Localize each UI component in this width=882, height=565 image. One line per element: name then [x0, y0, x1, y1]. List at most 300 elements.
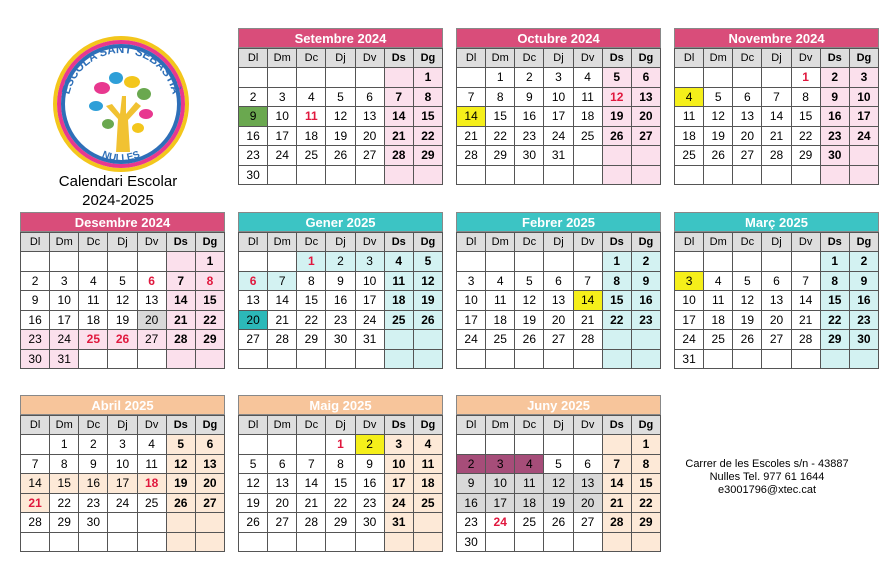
- empty-cell: [413, 165, 442, 185]
- month-title: Juny 2025: [456, 395, 661, 415]
- weekday-header-row: [21, 416, 225, 435]
- day-cell: 23: [79, 493, 108, 513]
- day-cell: 9: [79, 454, 108, 474]
- week-row: [675, 310, 879, 330]
- month-calendar: [456, 395, 661, 552]
- week-row: [239, 454, 443, 474]
- day-cell: 21: [457, 126, 486, 146]
- week-row: [457, 310, 661, 330]
- empty-cell: [544, 165, 573, 185]
- weekday-header: Dj: [544, 233, 573, 252]
- day-cell: 14: [297, 474, 326, 494]
- day-cell: 27: [239, 330, 268, 350]
- weekday-header-row: [457, 416, 661, 435]
- day-cell: 25: [384, 310, 413, 330]
- empty-cell: [413, 349, 442, 369]
- day-cell: 15: [486, 107, 515, 127]
- weekday-header: Dm: [704, 49, 733, 68]
- week-row: [675, 87, 879, 107]
- weekday-header: Dc: [515, 416, 544, 435]
- weekday-header: Ds: [166, 233, 195, 252]
- day-cell: 26: [108, 330, 137, 350]
- empty-cell: [108, 513, 137, 533]
- empty-cell: [21, 252, 50, 272]
- day-cell: 27: [268, 513, 297, 533]
- empty-cell: [457, 68, 486, 88]
- day-cell: 9: [326, 271, 355, 291]
- day-cell: 31: [384, 513, 413, 533]
- day-cell: 7: [268, 271, 297, 291]
- empty-cell: [791, 165, 820, 185]
- week-row: [239, 435, 443, 455]
- week-row: [675, 271, 879, 291]
- day-cell: 18: [486, 310, 515, 330]
- day-cell: 23: [631, 310, 660, 330]
- day-cell: 15: [631, 474, 660, 494]
- day-cell: 10: [268, 107, 297, 127]
- week-row: [21, 271, 225, 291]
- day-cell: 13: [195, 454, 224, 474]
- day-cell: 1: [326, 435, 355, 455]
- empty-cell: [573, 435, 602, 455]
- month-grid: [674, 48, 879, 185]
- weekday-header: Ds: [384, 233, 413, 252]
- week-row: [457, 474, 661, 494]
- day-cell: 10: [486, 474, 515, 494]
- empty-cell: [239, 252, 268, 272]
- weekday-header: Dg: [631, 416, 660, 435]
- month-grid: [20, 232, 225, 369]
- day-cell: 7: [762, 87, 791, 107]
- day-cell: 20: [631, 107, 660, 127]
- weekday-header: Dj: [326, 49, 355, 68]
- empty-cell: [413, 532, 442, 552]
- weekday-header: Dv: [573, 233, 602, 252]
- weekday-header: Dv: [573, 416, 602, 435]
- week-row: [239, 87, 443, 107]
- day-cell: 8: [326, 454, 355, 474]
- day-cell: 28: [21, 513, 50, 533]
- empty-cell: [486, 252, 515, 272]
- day-cell: 19: [239, 493, 268, 513]
- empty-cell: [762, 252, 791, 272]
- empty-cell: [79, 252, 108, 272]
- weekday-header: Dl: [239, 49, 268, 68]
- week-row: [457, 532, 661, 552]
- empty-cell: [849, 146, 878, 166]
- day-cell: 28: [268, 330, 297, 350]
- weekday-header: Ds: [820, 233, 849, 252]
- empty-cell: [137, 252, 166, 272]
- weekday-header: Dg: [195, 233, 224, 252]
- day-cell: 15: [820, 291, 849, 311]
- day-cell: 18: [79, 310, 108, 330]
- day-cell: 7: [457, 87, 486, 107]
- empty-cell: [137, 532, 166, 552]
- week-row: [675, 146, 879, 166]
- day-cell: 6: [733, 87, 762, 107]
- week-row: [675, 165, 879, 185]
- day-cell: 9: [21, 291, 50, 311]
- day-cell: 11: [297, 107, 326, 127]
- month-title: Novembre 2024: [674, 28, 879, 48]
- day-cell: 7: [384, 87, 413, 107]
- day-cell: 29: [50, 513, 79, 533]
- calendar-year-text: 2024-2025: [82, 192, 154, 209]
- empty-cell: [515, 349, 544, 369]
- day-cell: 20: [268, 493, 297, 513]
- week-row: [675, 252, 879, 272]
- day-cell: 12: [602, 87, 631, 107]
- day-cell: 2: [79, 435, 108, 455]
- day-cell: 8: [486, 87, 515, 107]
- day-cell: 21: [297, 493, 326, 513]
- weekday-header: Dg: [413, 49, 442, 68]
- weekday-header: Ds: [384, 49, 413, 68]
- day-cell: 7: [166, 271, 195, 291]
- day-cell: 29: [195, 330, 224, 350]
- day-cell: 5: [704, 87, 733, 107]
- empty-cell: [384, 349, 413, 369]
- day-cell: 2: [820, 68, 849, 88]
- day-cell: 2: [21, 271, 50, 291]
- empty-cell: [573, 252, 602, 272]
- week-row: [457, 435, 661, 455]
- weekday-header: Dv: [355, 233, 384, 252]
- weekday-header: Dl: [675, 233, 704, 252]
- day-cell: 10: [457, 291, 486, 311]
- weekday-header: Dl: [21, 233, 50, 252]
- day-cell: 26: [326, 146, 355, 166]
- week-row: [239, 271, 443, 291]
- weekday-header: Dl: [21, 416, 50, 435]
- day-cell: 14: [762, 107, 791, 127]
- day-cell: 16: [820, 107, 849, 127]
- day-cell: 6: [573, 454, 602, 474]
- day-cell: 9: [239, 107, 268, 127]
- day-cell: 6: [631, 68, 660, 88]
- empty-cell: [108, 252, 137, 272]
- week-row: [457, 513, 661, 533]
- day-cell: 14: [166, 291, 195, 311]
- weekday-header: Dm: [50, 416, 79, 435]
- day-cell: 12: [239, 474, 268, 494]
- weekday-header: Dc: [297, 416, 326, 435]
- day-cell: 3: [486, 454, 515, 474]
- empty-cell: [791, 349, 820, 369]
- empty-cell: [268, 532, 297, 552]
- weekday-header: Dc: [79, 416, 108, 435]
- week-row: [675, 68, 879, 88]
- day-cell: 30: [355, 513, 384, 533]
- empty-cell: [21, 435, 50, 455]
- day-cell: 4: [515, 454, 544, 474]
- empty-cell: [195, 349, 224, 369]
- day-cell: 18: [297, 126, 326, 146]
- day-cell: 31: [355, 330, 384, 350]
- empty-cell: [195, 532, 224, 552]
- day-cell: 11: [137, 454, 166, 474]
- week-row: [457, 493, 661, 513]
- weekday-header: Dj: [762, 49, 791, 68]
- empty-cell: [457, 435, 486, 455]
- day-cell: 6: [239, 271, 268, 291]
- day-cell: 21: [384, 126, 413, 146]
- weekday-header: Dg: [631, 233, 660, 252]
- empty-cell: [268, 68, 297, 88]
- empty-cell: [268, 435, 297, 455]
- day-cell: 21: [166, 310, 195, 330]
- logo-text-top: ESCOLA SANT SEBASTIÀ: [60, 43, 182, 96]
- empty-cell: [602, 349, 631, 369]
- weekday-header: Dm: [704, 233, 733, 252]
- day-cell: 15: [791, 107, 820, 127]
- empty-cell: [733, 252, 762, 272]
- weekday-header: Dv: [137, 233, 166, 252]
- day-cell: 24: [355, 310, 384, 330]
- week-row: [239, 126, 443, 146]
- empty-cell: [602, 435, 631, 455]
- day-cell: 3: [268, 87, 297, 107]
- week-row: [239, 165, 443, 185]
- empty-cell: [762, 349, 791, 369]
- day-cell: 15: [326, 474, 355, 494]
- week-row: [21, 330, 225, 350]
- day-cell: 10: [544, 87, 573, 107]
- month-title: Desembre 2024: [20, 212, 225, 232]
- day-cell: 10: [384, 454, 413, 474]
- weekday-header: Dc: [733, 49, 762, 68]
- empty-cell: [326, 349, 355, 369]
- weekday-header: Dj: [108, 416, 137, 435]
- empty-cell: [297, 165, 326, 185]
- day-cell: 13: [631, 87, 660, 107]
- week-row: [239, 310, 443, 330]
- weekday-header: Dg: [413, 416, 442, 435]
- empty-cell: [297, 349, 326, 369]
- day-cell: 11: [79, 291, 108, 311]
- day-cell: 11: [384, 271, 413, 291]
- day-cell: 24: [457, 330, 486, 350]
- empty-cell: [820, 165, 849, 185]
- month-calendar: [456, 28, 661, 185]
- week-row: [239, 513, 443, 533]
- day-cell: 20: [137, 310, 166, 330]
- day-cell: 12: [166, 454, 195, 474]
- month-grid: [456, 232, 661, 369]
- day-cell: 1: [486, 68, 515, 88]
- day-cell: 7: [573, 271, 602, 291]
- day-cell: 13: [544, 291, 573, 311]
- empty-cell: [384, 165, 413, 185]
- empty-cell: [733, 349, 762, 369]
- weekday-header: Dl: [457, 416, 486, 435]
- day-cell: 3: [457, 271, 486, 291]
- empty-cell: [413, 330, 442, 350]
- empty-cell: [515, 252, 544, 272]
- weekday-header: Dl: [457, 233, 486, 252]
- empty-cell: [21, 532, 50, 552]
- empty-cell: [762, 165, 791, 185]
- day-cell: 11: [413, 454, 442, 474]
- empty-cell: [544, 349, 573, 369]
- day-cell: 26: [733, 330, 762, 350]
- day-cell: 8: [297, 271, 326, 291]
- day-cell: 19: [602, 107, 631, 127]
- day-cell: 1: [50, 435, 79, 455]
- day-cell: 13: [137, 291, 166, 311]
- day-cell: 30: [21, 349, 50, 369]
- weekday-header: Dl: [239, 233, 268, 252]
- day-cell: 3: [544, 68, 573, 88]
- empty-cell: [486, 165, 515, 185]
- empty-cell: [297, 532, 326, 552]
- day-cell: 10: [675, 291, 704, 311]
- week-row: [457, 349, 661, 369]
- week-row: [21, 493, 225, 513]
- week-row: [457, 126, 661, 146]
- empty-cell: [486, 532, 515, 552]
- day-cell: 5: [544, 454, 573, 474]
- month-calendar: [456, 212, 661, 369]
- empty-cell: [355, 532, 384, 552]
- day-cell: 24: [486, 513, 515, 533]
- day-cell: 21: [268, 310, 297, 330]
- day-cell: 13: [355, 107, 384, 127]
- day-cell: 12: [704, 107, 733, 127]
- day-cell: 17: [486, 493, 515, 513]
- week-row: [21, 349, 225, 369]
- week-row: [457, 252, 661, 272]
- day-cell: 27: [137, 330, 166, 350]
- day-cell: 16: [631, 291, 660, 311]
- day-cell: 1: [195, 252, 224, 272]
- day-cell: 19: [544, 493, 573, 513]
- empty-cell: [515, 435, 544, 455]
- day-cell: 1: [602, 252, 631, 272]
- day-cell: 3: [108, 435, 137, 455]
- day-cell: 16: [355, 474, 384, 494]
- day-cell: 9: [457, 474, 486, 494]
- day-cell: 26: [704, 146, 733, 166]
- week-row: [21, 291, 225, 311]
- weekday-header: Dm: [268, 416, 297, 435]
- weekday-header: Dj: [326, 416, 355, 435]
- day-cell: 23: [849, 310, 878, 330]
- day-cell: 3: [384, 435, 413, 455]
- week-row: [239, 146, 443, 166]
- day-cell: 13: [239, 291, 268, 311]
- weekday-header: Dl: [675, 49, 704, 68]
- week-row: [457, 146, 661, 166]
- day-cell: 10: [50, 291, 79, 311]
- day-cell: 28: [384, 146, 413, 166]
- weekday-header: Dv: [137, 416, 166, 435]
- day-cell: 24: [50, 330, 79, 350]
- empty-cell: [239, 435, 268, 455]
- weekday-header: Ds: [602, 49, 631, 68]
- day-cell: 29: [297, 330, 326, 350]
- day-cell: 17: [544, 107, 573, 127]
- day-cell: 11: [675, 107, 704, 127]
- day-cell: 1: [297, 252, 326, 272]
- day-cell: 19: [108, 310, 137, 330]
- day-cell: 5: [239, 454, 268, 474]
- weekday-header: Dm: [50, 233, 79, 252]
- empty-cell: [50, 252, 79, 272]
- weekday-header: Dc: [733, 233, 762, 252]
- day-cell: 12: [733, 291, 762, 311]
- empty-cell: [297, 68, 326, 88]
- weekday-header-row: [239, 233, 443, 252]
- calendar-title-text: Calendari Escolar: [58, 173, 178, 190]
- day-cell: 2: [326, 252, 355, 272]
- day-cell: 10: [108, 454, 137, 474]
- weekday-header: Dj: [544, 416, 573, 435]
- day-cell: 23: [457, 513, 486, 533]
- week-row: [239, 252, 443, 272]
- empty-cell: [631, 349, 660, 369]
- address-line-1: Carrer de les Escoles s/n - 43887: [685, 458, 849, 470]
- weekday-header: Dc: [297, 233, 326, 252]
- empty-cell: [457, 252, 486, 272]
- day-cell: 11: [573, 87, 602, 107]
- day-cell: 25: [413, 493, 442, 513]
- day-cell: 24: [849, 126, 878, 146]
- week-row: [675, 107, 879, 127]
- day-cell: 29: [413, 146, 442, 166]
- day-cell: 7: [297, 454, 326, 474]
- day-cell: 14: [791, 291, 820, 311]
- day-cell: 3: [355, 252, 384, 272]
- day-cell: 17: [849, 107, 878, 127]
- month-title: Octubre 2024: [456, 28, 661, 48]
- weekday-header: Dl: [239, 416, 268, 435]
- weekday-header: Ds: [384, 416, 413, 435]
- day-cell: 18: [384, 291, 413, 311]
- weekday-header: Dv: [791, 49, 820, 68]
- weekday-header: Dc: [515, 49, 544, 68]
- day-cell: 16: [457, 493, 486, 513]
- day-cell: 15: [195, 291, 224, 311]
- day-cell: 20: [573, 493, 602, 513]
- empty-cell: [704, 349, 733, 369]
- day-cell: 20: [544, 310, 573, 330]
- weekday-header: Dj: [544, 49, 573, 68]
- day-cell: 15: [50, 474, 79, 494]
- week-row: [457, 107, 661, 127]
- month-title: Maig 2025: [238, 395, 443, 415]
- empty-cell: [733, 68, 762, 88]
- day-cell: 31: [675, 349, 704, 369]
- day-cell: 23: [355, 493, 384, 513]
- day-cell: 23: [820, 126, 849, 146]
- day-cell: 28: [602, 513, 631, 533]
- day-cell: 24: [675, 330, 704, 350]
- weekday-header: Dm: [486, 233, 515, 252]
- day-cell: 19: [166, 474, 195, 494]
- day-cell: 17: [355, 291, 384, 311]
- empty-cell: [239, 532, 268, 552]
- week-row: [21, 532, 225, 552]
- empty-cell: [108, 349, 137, 369]
- weekday-header: Dm: [486, 49, 515, 68]
- empty-cell: [631, 165, 660, 185]
- day-cell: 21: [573, 310, 602, 330]
- empty-cell: [631, 146, 660, 166]
- weekday-header: Dv: [355, 416, 384, 435]
- day-cell: 1: [820, 252, 849, 272]
